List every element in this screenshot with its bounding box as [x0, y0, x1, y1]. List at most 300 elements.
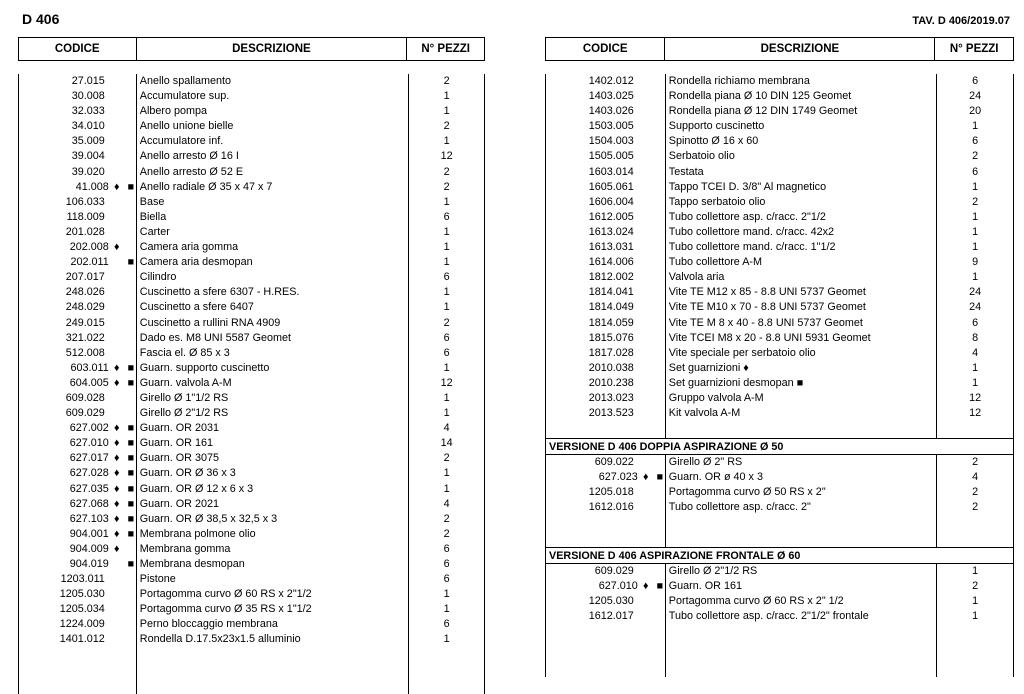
- part-description: Guarn. OR 2031: [139, 422, 219, 435]
- part-code-cell: [19, 451, 137, 466]
- part-code: 41.008: [75, 180, 109, 193]
- diamond-marker-icon: ♦: [642, 471, 649, 484]
- square-marker-icon: ■: [656, 471, 664, 484]
- part-code: 627.035: [69, 482, 109, 495]
- table-row: [546, 455, 1014, 470]
- part-quantity: 12: [440, 150, 453, 163]
- part-quantity: 2: [972, 486, 979, 499]
- part-code-cell: [546, 331, 666, 346]
- part-code: 1224.009: [59, 618, 105, 631]
- part-code: 201.028: [65, 225, 105, 238]
- part-code: 1402.012: [588, 75, 634, 87]
- part-code-cell: [19, 119, 137, 134]
- part-description: Serbatoio olio: [668, 150, 735, 163]
- part-description: Guarn. supporto cuscinetto: [139, 361, 270, 374]
- part-code: 609.029: [594, 565, 634, 577]
- part-code-cell: [546, 104, 666, 119]
- part-code-cell: [19, 285, 137, 300]
- part-quantity: 24: [969, 301, 982, 314]
- diamond-marker-icon: ♦: [113, 437, 120, 450]
- part-code-cell: [19, 74, 137, 89]
- part-code-cell: [546, 225, 666, 240]
- table-row: [19, 165, 485, 180]
- part-description: Guarn. OR 161: [668, 580, 742, 593]
- part-quantity: 12: [969, 407, 982, 420]
- part-quantity: 1: [443, 241, 450, 254]
- table-row: [546, 470, 1014, 485]
- part-code-cell: [546, 119, 666, 134]
- part-quantity: 4: [972, 471, 979, 484]
- table-row: [546, 119, 1014, 134]
- table-row: [546, 361, 1014, 376]
- part-code-cell: [19, 406, 137, 421]
- table-row: [19, 255, 485, 270]
- diamond-marker-icon: ♦: [113, 376, 120, 389]
- part-code: 30.008: [71, 90, 105, 103]
- part-code: 39.004: [71, 150, 105, 163]
- part-description: Anello unione bielle: [139, 120, 234, 133]
- part-quantity: 2: [972, 501, 979, 514]
- part-description: Dado es. M8 UNI 5587 Geomet: [139, 331, 292, 344]
- part-description: Tappo serbatoio olio: [668, 195, 766, 208]
- part-code-cell: [546, 74, 666, 89]
- part-code-cell: [19, 104, 137, 119]
- part-code-cell: [546, 180, 666, 195]
- part-description: Supporto cuscinetto: [668, 120, 765, 133]
- diamond-marker-icon: ♦: [113, 452, 120, 465]
- part-description: Pistone: [139, 573, 176, 586]
- table-row: [19, 436, 485, 451]
- table-row: [546, 500, 1014, 515]
- diamond-marker-icon: ♦: [113, 512, 120, 525]
- table-row: [19, 104, 485, 119]
- table-row: [546, 346, 1014, 361]
- part-description: Anello arresto Ø 52 E: [139, 165, 244, 178]
- table-row: [19, 134, 485, 149]
- part-quantity: 2: [443, 527, 450, 540]
- part-code-cell: [546, 240, 666, 255]
- square-marker-icon: ■: [127, 361, 135, 374]
- table-row: [19, 587, 485, 602]
- part-code: 603.011: [70, 361, 109, 374]
- table-row: [546, 406, 1014, 421]
- part-code: 1614.006: [588, 256, 634, 269]
- part-quantity: 1: [972, 210, 979, 223]
- part-quantity: 1: [443, 361, 450, 374]
- part-code: 609.029: [65, 407, 105, 420]
- part-code: 1605.061: [588, 180, 634, 193]
- part-code-cell: [546, 376, 666, 391]
- part-code-cell: [546, 406, 666, 421]
- diamond-marker-icon: ♦: [113, 422, 120, 435]
- part-code-cell: [19, 421, 137, 436]
- part-code: 248.029: [65, 301, 105, 314]
- part-description: Tubo collettore asp. c/racc. 2": [668, 501, 811, 514]
- table-row: [19, 497, 485, 512]
- part-code: 32.033: [71, 105, 105, 118]
- table-row: [546, 74, 1014, 89]
- part-description: Girello Ø 2"1/2 RS: [668, 565, 758, 577]
- part-quantity: 1: [443, 135, 450, 148]
- part-quantity: 12: [969, 391, 982, 404]
- part-code-cell: [19, 632, 137, 647]
- part-quantity: 2: [443, 180, 450, 193]
- part-quantity: 6: [443, 618, 450, 631]
- part-description: Spinotto Ø 16 x 60: [668, 135, 759, 148]
- part-quantity: 6: [972, 165, 979, 178]
- part-description: Tubo collettore asp. c/racc. 2"1/2" frontale: [668, 610, 869, 623]
- part-quantity: 1: [443, 90, 450, 103]
- table-row: [19, 632, 485, 647]
- table-row: [19, 74, 485, 89]
- table-row: [19, 482, 485, 497]
- table-row: [19, 512, 485, 527]
- part-code: 27.015: [71, 75, 105, 87]
- part-code: 2013.523: [588, 407, 634, 420]
- part-code: 1603.014: [588, 165, 634, 178]
- part-description: Portagomma curvo Ø 35 RS x 1"1/2: [139, 603, 312, 616]
- table-row: [546, 104, 1014, 119]
- part-code-cell: [546, 210, 666, 225]
- square-marker-icon: ■: [127, 376, 135, 389]
- square-marker-icon: ■: [127, 482, 135, 495]
- part-code-cell: [546, 134, 666, 149]
- parts-table-right: [545, 37, 1014, 623]
- section-body: [545, 564, 1014, 677]
- table-row: [19, 617, 485, 632]
- part-quantity: 1: [972, 610, 979, 623]
- part-code: 627.068: [69, 497, 109, 510]
- part-description: Carter: [139, 225, 170, 238]
- part-description: Albero pompa: [139, 105, 208, 118]
- part-code: 1612.016: [588, 501, 634, 514]
- part-quantity: 1: [972, 595, 979, 608]
- square-marker-icon: ■: [127, 422, 135, 435]
- part-description: Rondella piana Ø 10 DIN 125 Geomet: [668, 90, 852, 103]
- column-header-quantity: N° PEZZI: [949, 43, 999, 55]
- part-code: 106.033: [65, 195, 105, 208]
- diamond-marker-icon: ♦: [113, 241, 120, 254]
- table-row: [546, 165, 1014, 180]
- part-code-cell: [546, 300, 666, 315]
- table-body: [18, 74, 485, 694]
- table-row: [19, 149, 485, 164]
- square-marker-icon: ■: [127, 256, 135, 269]
- part-code-cell: [19, 89, 137, 104]
- part-code: 248.026: [65, 286, 105, 299]
- diamond-marker-icon: ♦: [113, 527, 120, 540]
- part-quantity: 1: [443, 588, 450, 601]
- part-code-cell: [19, 376, 137, 391]
- table-reference: TAV. D 406/2019.07: [912, 15, 1010, 27]
- part-code-cell: [19, 240, 137, 255]
- table-row: [546, 285, 1014, 300]
- table-row: [546, 180, 1014, 195]
- part-code-cell: [546, 195, 666, 210]
- part-description: Girello Ø 2" RS: [668, 456, 743, 468]
- part-description: Guarn. OR Ø 36 x 3: [139, 467, 236, 480]
- table-row: [19, 451, 485, 466]
- square-marker-icon: ■: [127, 512, 135, 525]
- square-marker-icon: ■: [127, 452, 135, 465]
- table-row: [546, 134, 1014, 149]
- part-description: Camera aria desmopan: [139, 256, 253, 269]
- table-row: [546, 270, 1014, 285]
- part-description: Vite TCEI M8 x 20 - 8.8 UNI 5931 Geomet: [668, 331, 871, 344]
- part-code-cell: [546, 361, 666, 376]
- part-code-cell: [19, 316, 137, 331]
- part-code: 1812.002: [588, 271, 634, 284]
- part-code-cell: [546, 255, 666, 270]
- part-quantity: 6: [443, 210, 450, 223]
- parts-table-left: [18, 37, 485, 646]
- diamond-marker-icon: ♦: [113, 482, 120, 495]
- part-quantity: 24: [969, 286, 982, 299]
- part-code: 2013.023: [588, 391, 634, 404]
- part-quantity: 1: [972, 180, 979, 193]
- part-code-cell: [19, 391, 137, 406]
- part-description: Cilindro: [139, 271, 177, 284]
- part-quantity: 6: [443, 558, 450, 570]
- part-code-cell: [19, 602, 137, 617]
- part-quantity: 1: [443, 633, 450, 646]
- column-header-code: CODICE: [19, 38, 137, 60]
- part-code-cell: [546, 485, 666, 500]
- part-description: Tubo collettore mand. c/racc. 42x2: [668, 225, 835, 238]
- part-code: 1814.049: [588, 301, 634, 314]
- table-row: [19, 466, 485, 481]
- table-row: [546, 255, 1014, 270]
- column-header-description: DESCRIZIONE: [137, 38, 408, 60]
- part-code-cell: [19, 361, 137, 376]
- part-quantity: 1: [443, 286, 450, 299]
- part-quantity: 1: [443, 391, 450, 404]
- part-quantity: 2: [443, 120, 450, 133]
- part-code-cell: [546, 391, 666, 406]
- part-code: 1403.026: [588, 105, 634, 118]
- part-quantity: 2: [443, 165, 450, 178]
- diamond-marker-icon: ♦: [642, 580, 649, 593]
- square-marker-icon: ■: [127, 558, 135, 570]
- part-quantity: 6: [972, 75, 979, 87]
- diamond-marker-icon: ♦: [113, 467, 120, 480]
- table-row: [546, 609, 1014, 624]
- part-code: 627.017: [69, 452, 109, 465]
- part-description: Valvola aria: [668, 271, 725, 284]
- part-quantity: 1: [443, 105, 450, 118]
- table-row: [546, 331, 1014, 346]
- table-row: [546, 579, 1014, 594]
- part-code-cell: [19, 557, 137, 572]
- part-code: 202.011: [70, 256, 109, 269]
- part-description: Guarn. OR 161: [139, 437, 213, 450]
- part-code: 1403.025: [588, 90, 634, 103]
- part-code: 609.028: [65, 391, 105, 404]
- part-code-cell: [546, 609, 666, 624]
- square-marker-icon: ■: [127, 180, 135, 193]
- part-description: Camera aria gomma: [139, 241, 239, 254]
- part-code-cell: [546, 455, 666, 470]
- diamond-marker-icon: ♦: [113, 180, 120, 193]
- part-code: 1612.017: [588, 610, 634, 623]
- part-description: Accumulatore inf.: [139, 135, 224, 148]
- table-row: [546, 564, 1014, 579]
- table-row: [19, 406, 485, 421]
- part-quantity: 24: [969, 90, 982, 103]
- part-code-cell: [546, 285, 666, 300]
- table-row: [19, 195, 485, 210]
- table-row: [19, 300, 485, 315]
- table-row: [19, 316, 485, 331]
- part-description: Vite TE M 8 x 40 - 8.8 UNI 5737 Geomet: [668, 316, 863, 329]
- part-quantity: 6: [972, 316, 979, 329]
- part-description: Guarn. OR Ø 38,5 x 32,5 x 3: [139, 512, 278, 525]
- part-description: Set guarnizioni desmopan ■: [668, 376, 804, 389]
- part-quantity: 6: [443, 573, 450, 586]
- part-quantity: 12: [440, 376, 453, 389]
- part-description: Cuscinetto a sfere 6407: [139, 301, 254, 314]
- part-description: Set guarnizioni ♦: [668, 361, 749, 374]
- part-description: Cuscinetto a rullini RNA 4909: [139, 316, 281, 329]
- part-code: 1205.034: [59, 603, 105, 616]
- part-code-cell: [19, 149, 137, 164]
- part-code: 1504.003: [588, 135, 634, 148]
- part-code-cell: [19, 542, 137, 557]
- part-quantity: 1: [443, 301, 450, 314]
- square-marker-icon: ■: [127, 437, 135, 450]
- part-quantity: 1: [443, 225, 450, 238]
- square-marker-icon: ■: [656, 580, 664, 593]
- part-code: 1817.028: [588, 346, 634, 359]
- part-quantity: 6: [443, 346, 450, 359]
- table-row: [19, 346, 485, 361]
- part-quantity: 1: [972, 361, 979, 374]
- diamond-marker-icon: ♦: [113, 497, 120, 510]
- part-description: Portagomma curvo Ø 60 RS x 2"1/2: [139, 588, 312, 601]
- part-code-cell: [19, 482, 137, 497]
- part-description: Guarn. OR Ø 12 x 6 x 3: [139, 482, 254, 495]
- part-description: Tubo collettore A-M: [668, 256, 763, 269]
- table-row: [546, 195, 1014, 210]
- part-description: Kit valvola A-M: [668, 407, 741, 420]
- part-code: 34.010: [71, 120, 105, 133]
- part-description: Gruppo valvola A-M: [668, 391, 764, 404]
- table-row: [19, 542, 485, 557]
- table-header: [545, 37, 1014, 61]
- part-description: Vite speciale per serbatoio olio: [668, 346, 816, 359]
- part-code-cell: [546, 316, 666, 331]
- part-code-cell: [19, 527, 137, 542]
- part-description: Tappo TCEI D. 3/8" Al magnetico: [668, 180, 827, 193]
- part-description: Guarn. OR ø 40 x 3: [668, 471, 763, 484]
- column-header-code: CODICE: [546, 38, 665, 60]
- part-description: Guarn. OR 3075: [139, 452, 219, 465]
- part-code-cell: [546, 594, 666, 609]
- part-quantity: 1: [972, 225, 979, 238]
- table-row: [19, 572, 485, 587]
- table-row: [19, 391, 485, 406]
- table-row: [546, 89, 1014, 104]
- part-code: 904.009: [69, 542, 109, 555]
- part-code: 627.023: [598, 471, 638, 484]
- part-quantity: 6: [443, 271, 450, 284]
- part-code: 1401.012: [59, 633, 105, 646]
- part-description: Testata: [668, 165, 704, 178]
- part-quantity: 2: [443, 452, 450, 465]
- part-description: Guarn. OR 2021: [139, 497, 219, 510]
- part-quantity: 4: [972, 346, 979, 359]
- part-description: Anello radiale Ø 35 x 47 x 7: [139, 180, 273, 193]
- part-code: 118.009: [66, 210, 105, 223]
- table-row: [19, 285, 485, 300]
- part-quantity: 1: [972, 376, 979, 389]
- part-description: Vite TE M12 x 85 - 8.8 UNI 5737 Geomet: [668, 286, 866, 299]
- part-quantity: 2: [443, 316, 450, 329]
- part-code: 2010.238: [588, 376, 634, 389]
- part-code-cell: [546, 500, 666, 515]
- part-code-cell: [19, 134, 137, 149]
- part-code: 35.009: [71, 135, 105, 148]
- part-code: 207.017: [65, 271, 105, 284]
- table-row: [546, 240, 1014, 255]
- part-code-cell: [546, 89, 666, 104]
- part-code: 627.028: [69, 467, 109, 480]
- part-description: Girello Ø 1"1/2 RS: [139, 391, 229, 404]
- part-description: Anello arresto Ø 16 I: [139, 150, 239, 163]
- part-description: Biella: [139, 210, 167, 223]
- part-code-cell: [546, 270, 666, 285]
- part-quantity: 6: [972, 135, 979, 148]
- part-code-cell: [19, 587, 137, 602]
- part-description: Membrana desmopan: [139, 558, 245, 570]
- part-quantity: 1: [972, 271, 979, 284]
- part-code: 627.002: [69, 422, 109, 435]
- part-code: 249.015: [65, 316, 105, 329]
- part-description: Membrana polmone olio: [139, 527, 256, 540]
- part-code: 1203.011: [60, 573, 105, 586]
- part-code: 1814.041: [588, 286, 634, 299]
- diamond-marker-icon: ♦: [113, 542, 120, 555]
- part-quantity: 9: [972, 256, 979, 269]
- part-quantity: 1: [972, 120, 979, 133]
- square-marker-icon: ■: [127, 467, 135, 480]
- table-row: [19, 331, 485, 346]
- part-description: Guarn. valvola A-M: [139, 376, 232, 389]
- part-code-cell: [19, 436, 137, 451]
- table-row: [546, 485, 1014, 500]
- part-quantity: 2: [972, 580, 979, 593]
- column-header-description: DESCRIZIONE: [665, 38, 935, 60]
- part-quantity: 1: [443, 467, 450, 480]
- part-code: 1503.005: [588, 120, 634, 133]
- table-row: [546, 149, 1014, 164]
- part-code-cell: [19, 165, 137, 180]
- table-row: [546, 210, 1014, 225]
- part-code: 1613.031: [588, 241, 634, 254]
- table-row: [19, 240, 485, 255]
- part-code: 1205.030: [588, 595, 634, 608]
- table-row: [19, 376, 485, 391]
- part-code-cell: [546, 564, 666, 579]
- table-row: [19, 89, 485, 104]
- part-code: 1205.018: [588, 486, 634, 499]
- table-row: [19, 225, 485, 240]
- part-code-cell: [19, 572, 137, 587]
- part-description: Rondella richiamo membrana: [668, 75, 810, 87]
- part-description: Anello spallamento: [139, 75, 232, 87]
- part-code: 512.008: [65, 346, 105, 359]
- part-quantity: 1: [443, 195, 450, 208]
